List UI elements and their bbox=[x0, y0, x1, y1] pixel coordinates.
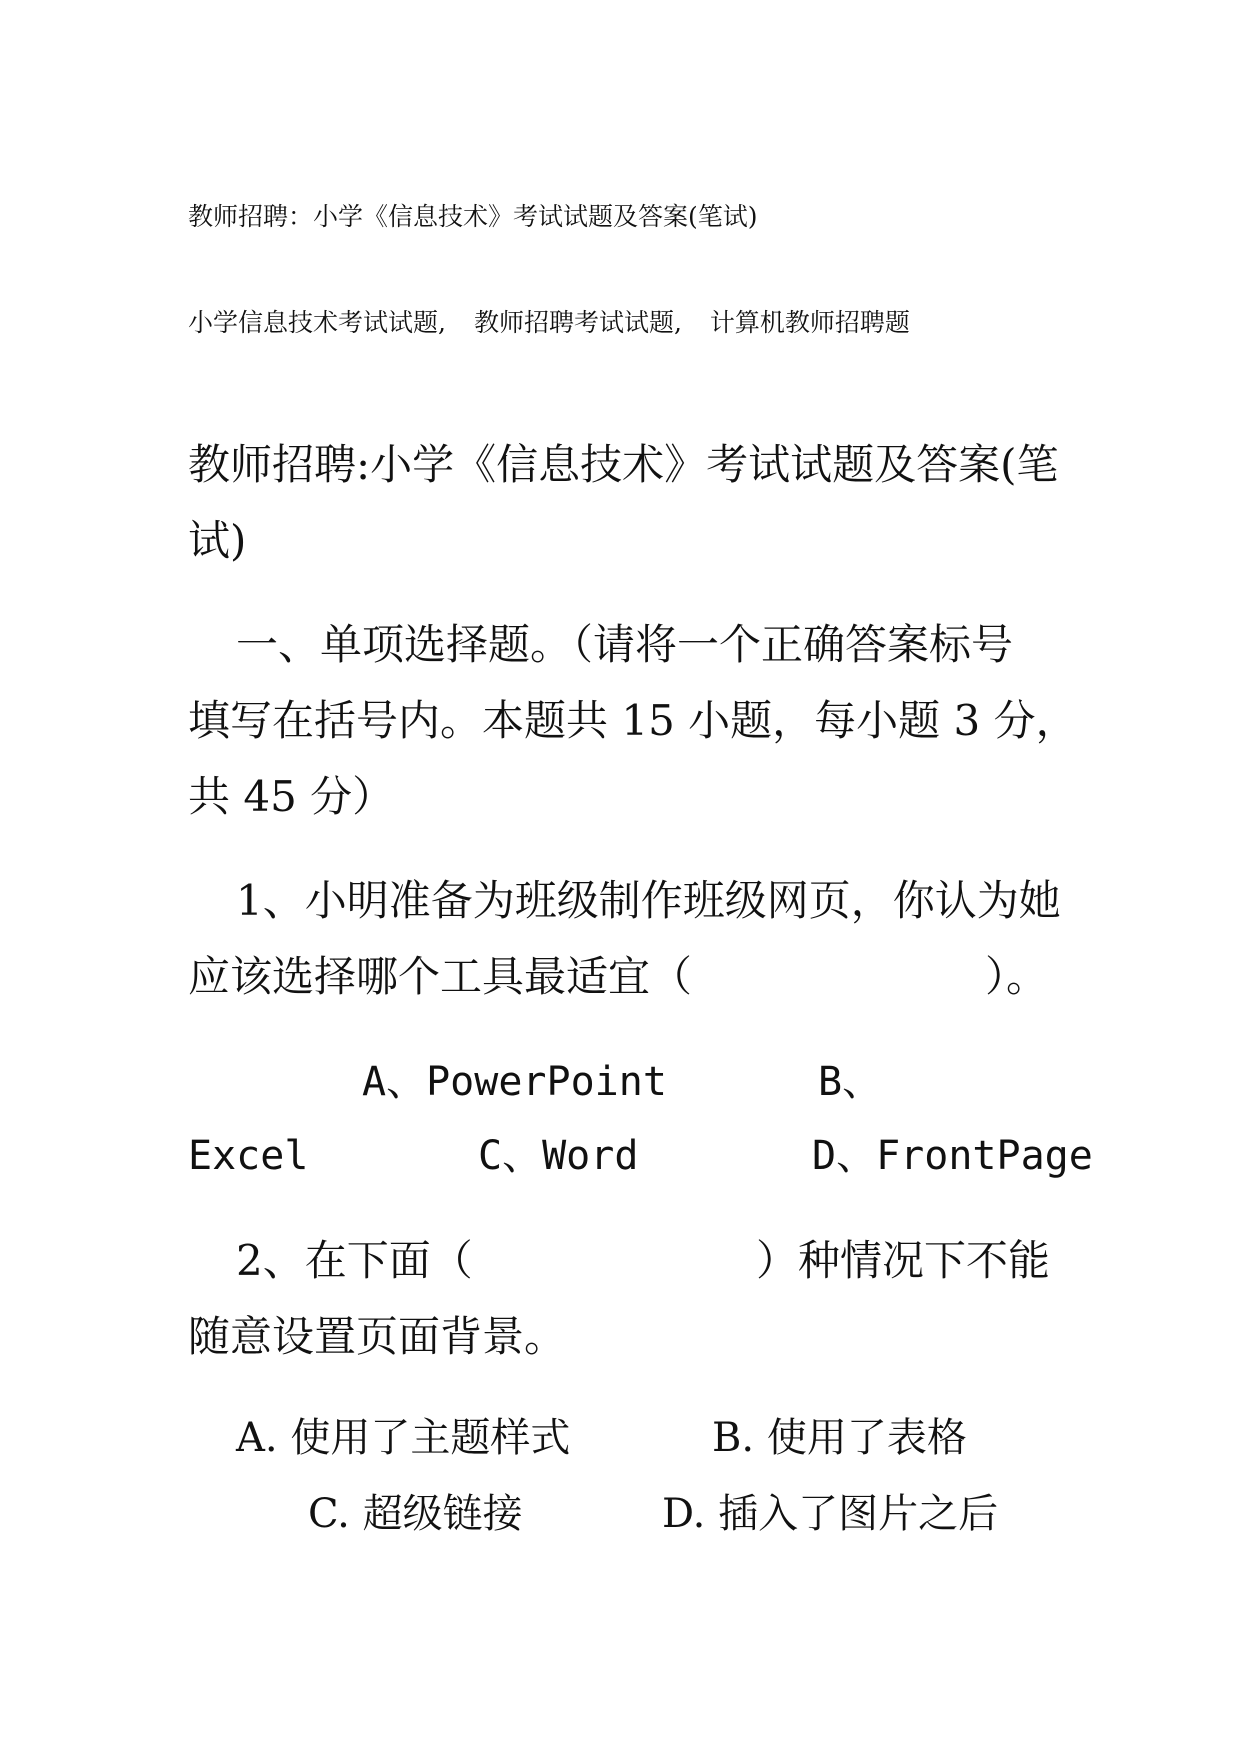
question-2-line-1-end: ）种情况下不能 bbox=[756, 1236, 1051, 1285]
question-1-line-2: 应该选择哪个工具最适宜（ bbox=[188, 952, 693, 1001]
header-small-title: 教师招聘：小学《信息技术》考试试题及答案(笔试) bbox=[188, 202, 758, 231]
section-heading-line-1: 一、单项选择题。（请将一个正确答案标号 bbox=[236, 620, 1014, 669]
keyword: 教师招聘考试试题, bbox=[473, 308, 682, 337]
question-1-option-d: D、FrontPage bbox=[812, 1133, 1093, 1179]
question-2-option-a: A. 使用了主题样式 bbox=[236, 1415, 571, 1461]
question-2-option-c: C. 超级链接 bbox=[308, 1491, 523, 1537]
section-heading-line-2: 填写在括号内。本题共 15 小题，每小题 3 分， bbox=[188, 696, 1078, 745]
question-1-answer-blank-close: ）。 bbox=[985, 952, 1049, 1001]
question-1-option-b: B、 bbox=[818, 1059, 883, 1105]
document-title-line-1: 教师招聘:小学《信息技术》考试试题及答案(笔 bbox=[188, 440, 1059, 489]
question-1-option-c: C、Word bbox=[478, 1133, 639, 1179]
keyword: 计算机教师招聘题 bbox=[709, 308, 910, 337]
section-heading-line-3: 共 45 分） bbox=[188, 772, 395, 821]
question-1-option-a: A、PowerPoint bbox=[362, 1059, 667, 1105]
document-title-line-2: 试) bbox=[188, 516, 247, 565]
question-1-option-b-text: Excel bbox=[188, 1133, 309, 1179]
keywords-line bbox=[188, 310, 910, 335]
question-2-option-b: B. 使用了表格 bbox=[712, 1415, 967, 1461]
question-2-line-2: 随意设置页面背景。 bbox=[188, 1312, 567, 1361]
question-1-line-1: 1、小明准备为班级制作班级网页，你认为她 bbox=[236, 876, 1061, 925]
keyword: 小学信息技术考试试题, bbox=[188, 308, 446, 337]
question-2-line-1: 2、在下面（ bbox=[236, 1236, 473, 1285]
question-2-option-d: D. 插入了图片之后 bbox=[662, 1491, 999, 1537]
